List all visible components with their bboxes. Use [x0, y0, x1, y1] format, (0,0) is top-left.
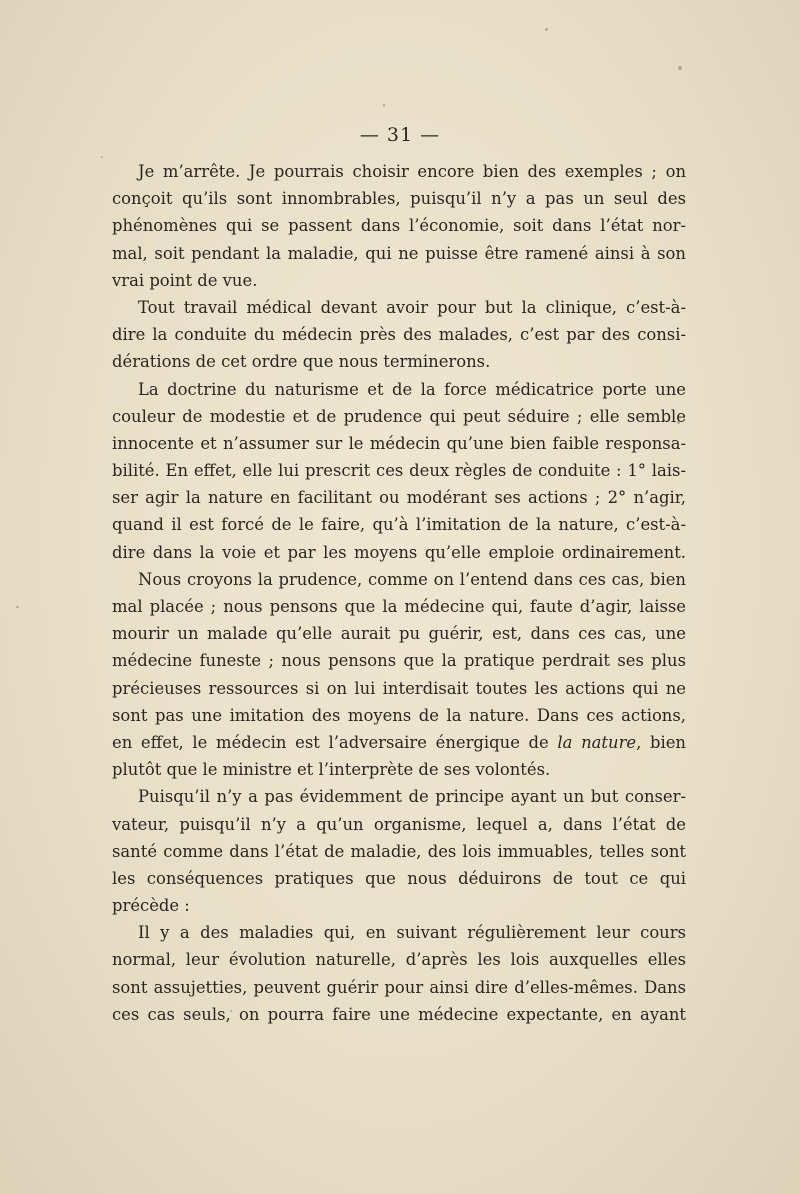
paper-speck: [101, 156, 103, 158]
text-line-with-italic: [112, 729, 686, 756]
text-line: les conséquences pratiques que nous déduirons de tout ce qui: [112, 868, 686, 888]
text-segment: en effet, le médecin est l’adversaire énergique de: [112, 732, 558, 752]
text-line: Puisqu’il n’y a pas évidemment de principe ayant un but conser-: [138, 787, 686, 807]
text-line: mal, soit pendant la maladie, qui ne puisse être ramené ainsi à son: [112, 243, 686, 263]
text-line: précède :: [112, 896, 190, 916]
text-line: dire dans la voie et par les moyens qu’elle emploie ordinairement.: [112, 542, 686, 562]
text-line: mal placée ; nous pensons que la médecine qui, faute d’agir, laisse: [112, 597, 686, 616]
text-segment: , bien: [636, 732, 686, 752]
text-line: Il y a des maladies qui, en suivant régulièrement leur cours: [138, 923, 686, 943]
paper-speck: [16, 606, 19, 608]
text-line: dire la conduite du médecin près des malades, c’est par des consi-: [112, 325, 686, 345]
text-line: La doctrine du naturisme et de la force médicatrice porte une: [138, 379, 686, 399]
text-line: conçoit qu’ils sont innombrables, puisqu’il n’y a pas un seul des: [112, 189, 686, 209]
text-line: Tout travail médical devant avoir pour but la clinique, c’est-à-: [138, 297, 686, 317]
text-line: plutôt que le ministre et l’interprète de ses volontés.: [112, 760, 551, 780]
text-line: médecine funeste ; nous pensons que la pratique perdrait ses plus: [112, 651, 686, 671]
text-line: sont pas une imitation des moyens de la nature. Dans ces actions,: [112, 705, 686, 725]
paper-speck: [383, 104, 385, 107]
text-line: innocente et n’assumer sur le médecin qu’une bien faible responsa-: [112, 433, 686, 453]
text-line: Je m’arrête. Je pourrais choisir encore bien des exemples ; on: [138, 162, 686, 181]
page-number: — 31 —: [359, 124, 441, 146]
text-line: dérations de cet ordre que nous terminerons.: [112, 352, 491, 372]
text-line: quand il est forcé de le faire, qu’à l’imitation de la nature, c’est-à-: [112, 515, 686, 535]
text-line: bilité. En effet, elle lui prescrit ces deux règles de conduite : 1° lais-: [112, 461, 686, 481]
paper-speck: [545, 28, 548, 31]
paper-speck: [678, 66, 682, 70]
italic-term: la nature: [557, 732, 637, 752]
book-page-text: [112, 158, 686, 1028]
text-line: Nous croyons la prudence, comme on l’entend dans ces cas, bien: [138, 569, 686, 589]
text-line: mourir un malade qu’elle aurait pu guérir, est, dans ces cas, une: [112, 624, 686, 644]
text-line: précieuses ressources si on lui interdisait toutes les actions qui ne: [112, 678, 686, 698]
text-line: ces cas seuls, on pourra faire une médecine expectante, en ayant: [112, 1004, 686, 1024]
text-line: couleur de modestie et de prudence qui peut séduire ; elle semble: [112, 406, 686, 426]
text-line: phénomènes qui se passent dans l’économie, soit dans l’état nor-: [112, 216, 686, 236]
text-line: sont assujetties, peuvent guérir pour ainsi dire d’elles-mêmes. Dans: [112, 977, 686, 997]
text-line: vrai point de vue.: [112, 270, 258, 290]
text-line: normal, leur évolution naturelle, d’après les lois auxquelles elles: [112, 950, 686, 970]
text-line: vateur, puisqu’il n’y a qu’un organisme, lequel a, dans l’état de: [112, 814, 686, 834]
text-line: ser agir la nature en facilitant ou modérant ses actions ; 2° n’agir,: [112, 488, 686, 508]
text-line: santé comme dans l’état de maladie, des lois immuables, telles sont: [112, 841, 686, 861]
